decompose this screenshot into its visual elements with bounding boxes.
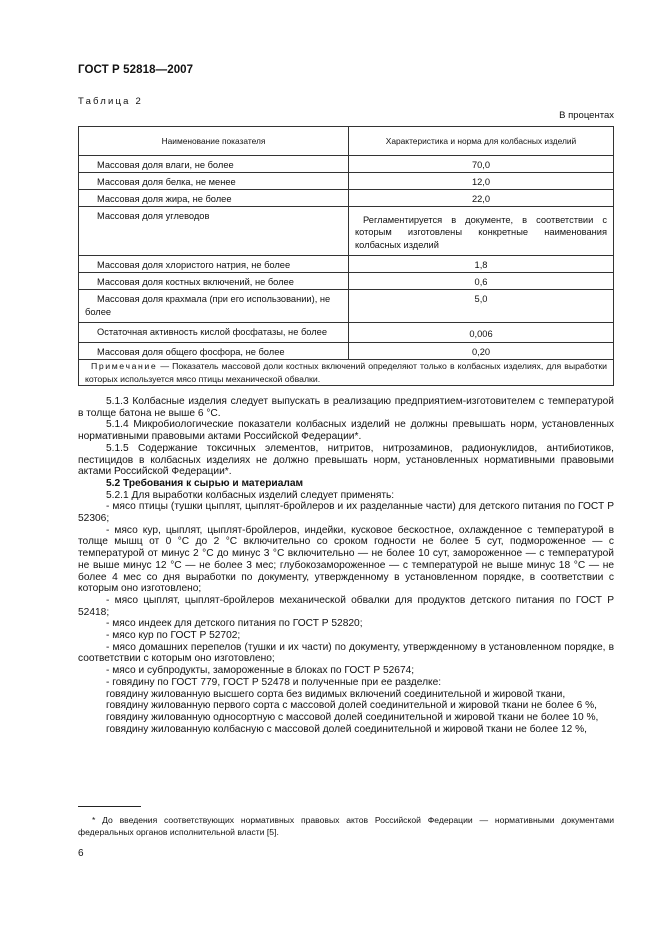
table-row — [79, 256, 614, 273]
row-name: Массовая доля жира, не более — [79, 190, 349, 207]
row-value: 0,6 — [349, 273, 614, 290]
row-name: Массовая доля белка, не менее — [79, 173, 349, 190]
column-header-norm: Характеристика и норма для колбасных изделий — [349, 127, 614, 156]
note-text: — Показатель массовой доли костных включений определяют только в колбасных изделиях, для выработки которых используется мясо птицы механической обвалки. — [85, 361, 607, 384]
row-name: Массовая доля хлористого натрия, не более — [79, 256, 349, 273]
paragraph: 5.1.4 Микробиологические показатели колбасных изделий не должны превышать норм, установленных нормативными правовыми актами Российской Федерации*. — [78, 419, 614, 443]
list-item: - мясо кур по ГОСТ Р 52702; — [106, 630, 241, 642]
row-name: Массовая доля влаги, не более — [79, 156, 349, 173]
table-row — [79, 323, 614, 343]
note-label: Примечание — [91, 361, 158, 372]
table-row — [79, 343, 614, 360]
table-row — [79, 190, 614, 207]
list-item: говядину жилованную колбасную с массовой долей соединительной и жировой ткани не более 12 %, — [106, 723, 588, 735]
row-name: Массовая доля крахмала (при его использовании), не более — [79, 290, 349, 323]
row-name: Остаточная активность кислой фосфатазы, не более — [79, 323, 349, 343]
table-note-row — [79, 360, 614, 386]
table-header-row — [79, 127, 614, 156]
list-item: - говядину по ГОСТ 779, ГОСТ Р 52478 и полученные при ее разделке: — [106, 676, 442, 688]
list-item: - мясо кур, цыплят, цыплят-бройлеров, индейки, кусковое бескостное, охлажденное с температурой в толще мышц от 0 °С до 2 °С включительно со сроком годности не более 5 сут, подмороженное — с температурой от минус 2 °С до минус 3 °С включительно — не более 10 сут, замороженное — с температурой не выше минус 12 °С — не более 3 мес; глубокозамороженное — с температурой не выше минус 18 °С — не более 4 мес со дня выработки по документу, утвержденному в установленном порядке, в соответствии с которым оно изготовлено; — [78, 524, 614, 595]
list-item: говядину жилованную односортную с массовой долей соединительной и жировой ткани не более 10 %, — [106, 711, 599, 723]
footnote-text: * До введения соответствующих нормативных правовых актов Российской Федерации — нормативными документами федеральных органов исполнительной власти [5]. — [78, 815, 614, 837]
row-value: 0,20 — [349, 343, 614, 360]
section-heading: 5.2 Требования к сырью и материалам — [106, 477, 304, 489]
table-row — [79, 173, 614, 190]
table-units: В процентах — [559, 110, 614, 121]
paragraph: 5.2.1 Для выработки колбасных изделий следует применять: — [106, 489, 395, 501]
document-header: ГОСТ Р 52818—2007 — [78, 64, 194, 76]
list-item: говядину жилованную высшего сорта без видимых включений соединительной и жировой ткани, — [106, 688, 566, 700]
table-caption: Таблица 2 — [78, 96, 143, 107]
row-name: Массовая доля углеводов — [79, 207, 349, 256]
table-row — [79, 290, 614, 323]
row-value: 22,0 — [349, 190, 614, 207]
list-item: - мясо индеек для детского питания по ГОСТ Р 52820; — [106, 618, 363, 630]
row-name: Массовая доля общего фосфора, не более — [79, 343, 349, 360]
list-item: - мясо птицы (тушки цыплят, цыплят-бройлеров и их разделанные части) для детского питания по ГОСТ Р 52306; — [78, 501, 614, 525]
list-item: - мясо цыплят, цыплят-бройлеров механической обвалки для продуктов детского питания по ГОСТ Р 52418; — [78, 594, 614, 618]
body-text — [78, 396, 614, 735]
table-row — [79, 156, 614, 173]
page-number: 6 — [78, 848, 84, 859]
list-item: - мясо домашних перепелов (тушки и их части) по документу, утвержденному в установленном порядке, в соответствии с которым оно изготовлено; — [78, 641, 614, 665]
table-row — [79, 207, 614, 256]
column-header-indicator: Наименование показателя — [79, 127, 349, 156]
paragraph: 5.1.5 Содержание токсичных элементов, нитритов, нитрозаминов, радионуклидов, антибиотиков, пестицидов в колбасных изделиях не должно превышать норм, установленных нормативными правовыми актами Российской Федерации*. — [78, 442, 614, 478]
table-row — [79, 273, 614, 290]
indicators-table — [78, 126, 614, 386]
row-value: 0,006 — [349, 323, 614, 343]
list-item: - мясо и субпродукты, замороженные в блоках по ГОСТ Р 52674; — [106, 665, 415, 677]
row-name: Массовая доля костных включений, не более — [79, 273, 349, 290]
row-value: 5,0 — [349, 290, 614, 323]
list-item: говядину жилованную первого сорта с массовой долей соединительной и жировой ткани не более 6 %, — [106, 700, 597, 712]
row-value: 12,0 — [349, 173, 614, 190]
footnote — [78, 814, 614, 838]
footnote-divider — [78, 806, 141, 807]
paragraph: 5.1.3 Колбасные изделия следует выпускать в реализацию предприятием-изготовителем с температурой в толще батона не выше 6 °С. — [78, 396, 614, 419]
row-value: 1,8 — [349, 256, 614, 273]
row-value: 70,0 — [349, 156, 614, 173]
row-value: Регламентируется в документе, в соответствии с которым изготовлены конкретные наименования колбасных изделий — [355, 215, 607, 250]
